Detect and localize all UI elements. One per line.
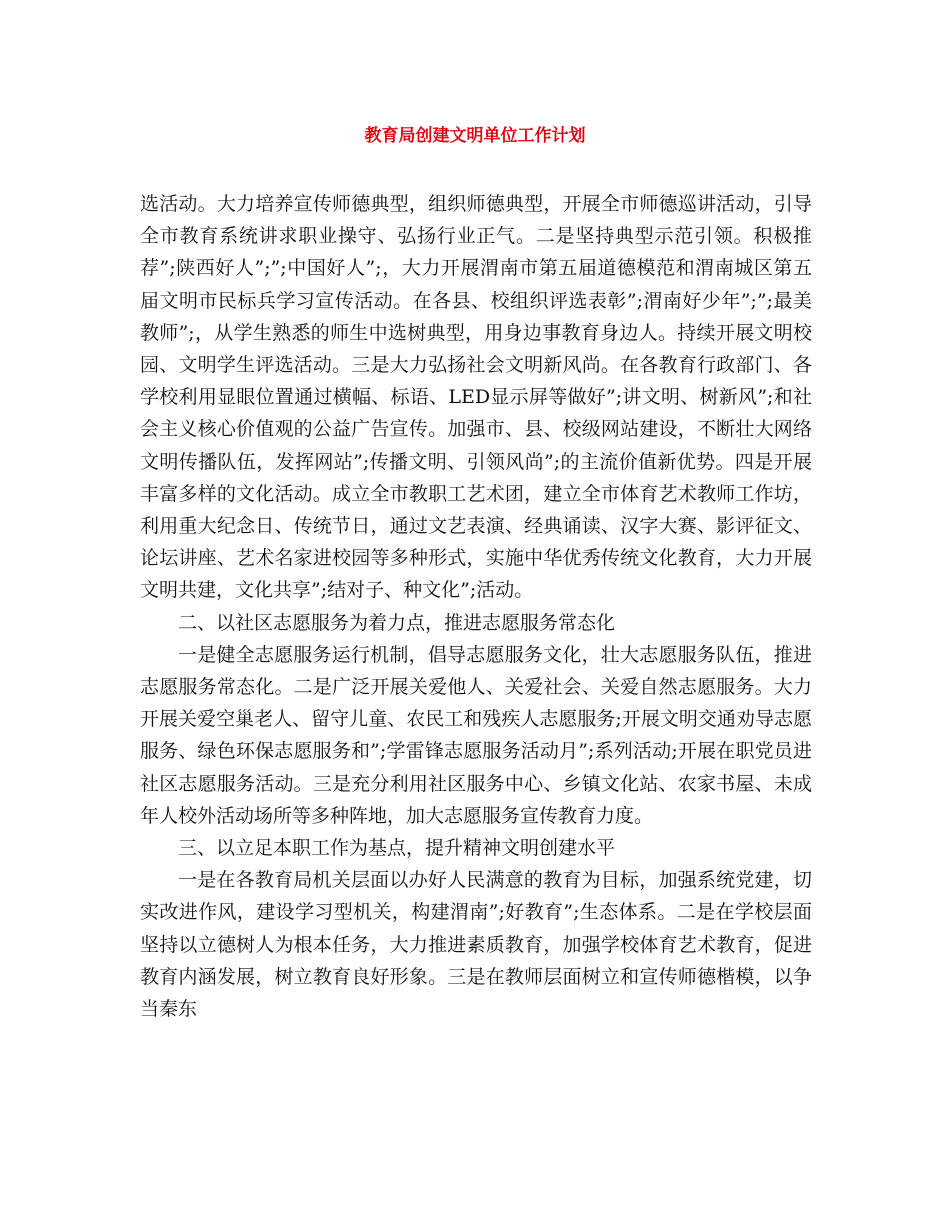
section-heading-volunteer: 二、以社区志愿服务为着力点，推进志愿服务常态化 (178, 611, 616, 634)
document-body (140, 188, 812, 1025)
paragraph-volunteer: 一是健全志愿服务运行机制，倡导志愿服务文化，壮大志愿服务队伍，推进志愿服务常态化。二是广泛开展关爱他人、关爱社会、关爱自然志愿服务。大力开展关爱空巢老人、留守儿童、农民工和残疾人志愿服务;开展文明交通劝导志愿服务、绿色环保志愿服务和”;学雷锋志愿服务活动月”;系列活动;开展在职党员进社区志愿服务活动。三是充分利用社区服务中心、乡镇文化站、农家书屋、未成年人校外活动场所等多种阵地，加大志愿服务宣传教育力度。 (140, 643, 812, 827)
paragraph-work: 一是在各教育局机关层面以办好人民满意的教育为目标，加强系统党建，切实改进作风，建设学习型机关，构建渭南”;好教育”;生态体系。二是在学校层面坚持以立德树人为根本任务，大力推进素质教育，加强学校体育艺术教育，促进教育内涵发展，树立教育良好形象。三是在教师层面树立和宣传师德楷模，以争当秦东 (140, 869, 812, 1021)
paragraph-activities: 选活动。大力培养宣传师德典型，组织师德典型，开展全市师德巡讲活动，引导全市教育系统讲求职业操守、弘扬行业正气。二是坚持典型示范引领。积极推荐”;陕西好人”;”;中国好人”;，大力开展渭南市第五届道德模范和渭南城区第五届文明市民标兵学习宣传活动。在各县、校组织评选表彰”;渭南好少年”;”;最美教师”;，从学生熟悉的师生中选树典型，用身边事教育身边人。持续开展文明校园、文明学生评选活动。三是大力弘扬社会文明新风尚。在各教育行政部门、各学校利用显眼位置通过横幅、标语、LED显示屏等做好”;讲文明、树新风”;和社会主义核心价值观的公益广告宣传。加强市、县、校级网站建设，不断壮大网络文明传播队伍，发挥网站”;传播文明、引领风尚”;的主流价值新优势。四是开展丰富多样的文化活动。成立全市教职工艺术团，建立全市体育艺术教师工作坊，利用重大纪念日、传统节日，通过文艺表演、经典诵读、汉字大赛、影评征文、论坛讲座、艺术名家进校园等多种形式，实施中华优秀传统文化教育，大力开展文明共建，文化共享”;结对子、种文化”;活动。 (140, 193, 812, 602)
document-title: 教育局创建文明单位工作计划 (364, 126, 586, 146)
section-heading-work: 三、以立足本职工作为基点，提升精神文明创建水平 (178, 837, 616, 860)
